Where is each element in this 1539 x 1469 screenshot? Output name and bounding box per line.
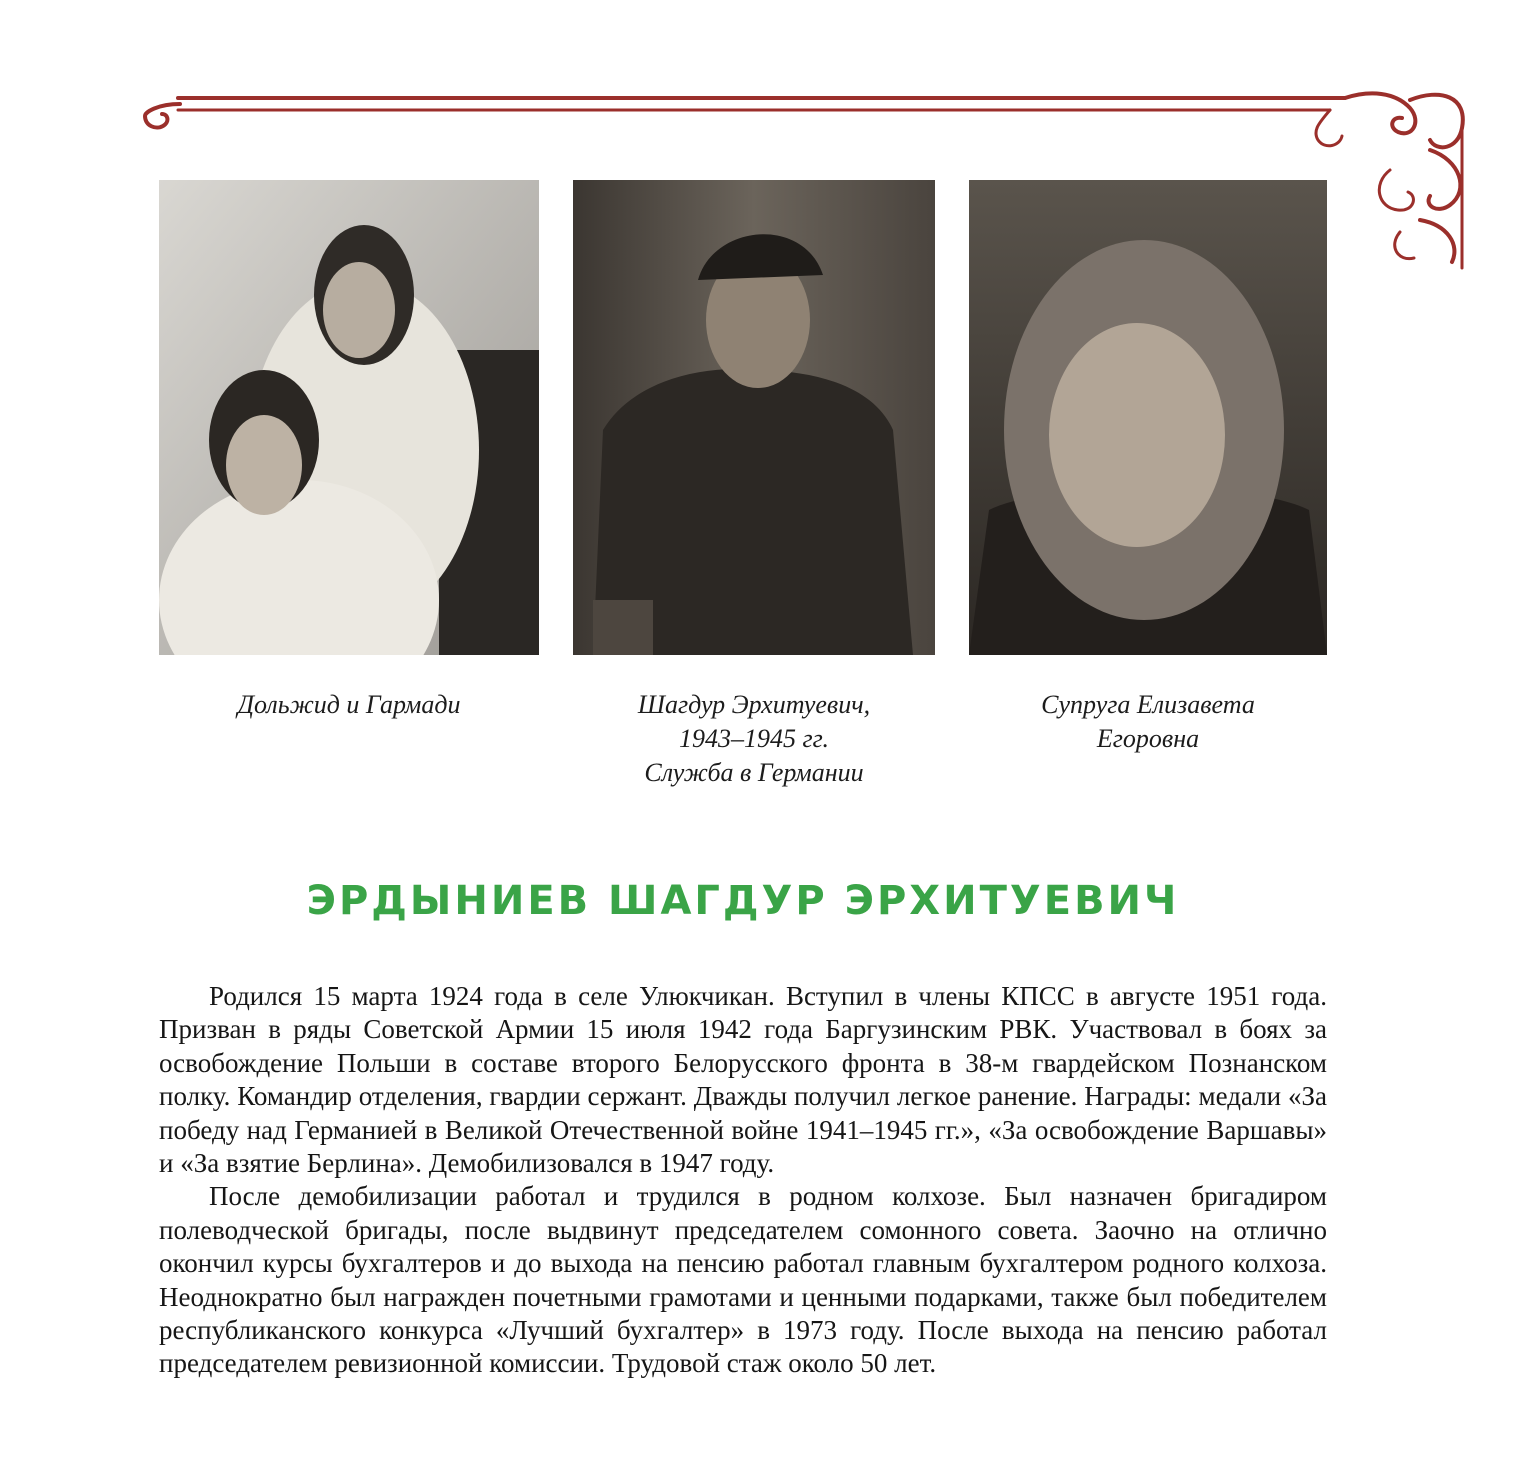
photo-soldier-portrait bbox=[573, 180, 935, 655]
caption-photo-2 bbox=[573, 688, 935, 790]
caption-line: 1943–1945 гг. bbox=[679, 724, 829, 753]
article-title: ЭРДЫНИЕВ ШАГДУР ЭРХИТУЕВИЧ bbox=[306, 878, 1180, 924]
caption-line: Служба в Германии bbox=[644, 758, 864, 787]
article-body bbox=[159, 980, 1327, 1381]
caption-photo-3 bbox=[969, 688, 1327, 756]
caption-line: Шагдур Эрхитуевич, bbox=[637, 690, 871, 719]
caption-photo-1 bbox=[159, 688, 539, 722]
ornament-corner-scroll-4 bbox=[1429, 150, 1461, 209]
ornament-corner-scroll-5 bbox=[1379, 170, 1413, 210]
ornament-left-scroll bbox=[145, 104, 180, 128]
caption-line: Дольжид и Гармади bbox=[237, 690, 461, 719]
ornament-corner-scroll-7 bbox=[1395, 232, 1414, 259]
photo-woman-in-headscarf bbox=[969, 180, 1327, 655]
photo-two-women bbox=[159, 180, 539, 655]
caption-line: Супруга Елизавета bbox=[1041, 690, 1255, 719]
ornament-corner-scroll-2 bbox=[1316, 110, 1342, 146]
ornament-corner-scroll-1 bbox=[1345, 93, 1415, 133]
ornament-corner-scroll-6 bbox=[1420, 220, 1454, 262]
caption-line: Егоровна bbox=[1096, 724, 1200, 753]
article-paragraph: Родился 15 марта 1924 года в селе Улюкчикан. Вступил в члены КПСС в августе 1951 года. Призван в ряды Советской Армии 15 июля 1942 года Баргузинским РВК. Участвовал в боях за освобождение Польши в составе второго Белорусского фронта в 38-м гвардейском Познанском полку. Командир отделения, гвардии сержант. Дважды получил легкое ранение. Награды: медали «За победу над Германией в Великой Отечественной войне 1941–1945 гг.», «За освобождение Варшавы» и «За взятие Берлина». Демобилизовался в 1947 году. bbox=[159, 981, 1327, 1179]
article-paragraph: После демобилизации работал и трудился в родном колхозе. Был назначен бригадиром полеводческой бригады, после выдвинут председателем сомонного совета. Заочно на отлично окончил курсы бухгалтеров и до выхода на пенсию работал главным бухгалтером родного колхоза. Неоднократно был награжден почетными грамотами и ценными подарками, также был победителем республиканского конкурса «Лучший бухгалтер» в 1973 году. После выхода на пенсию работал председателем ревизионной комиссии. Трудовой стаж около 50 лет. bbox=[159, 1181, 1327, 1379]
ornament-corner-scroll-3 bbox=[1410, 95, 1463, 148]
